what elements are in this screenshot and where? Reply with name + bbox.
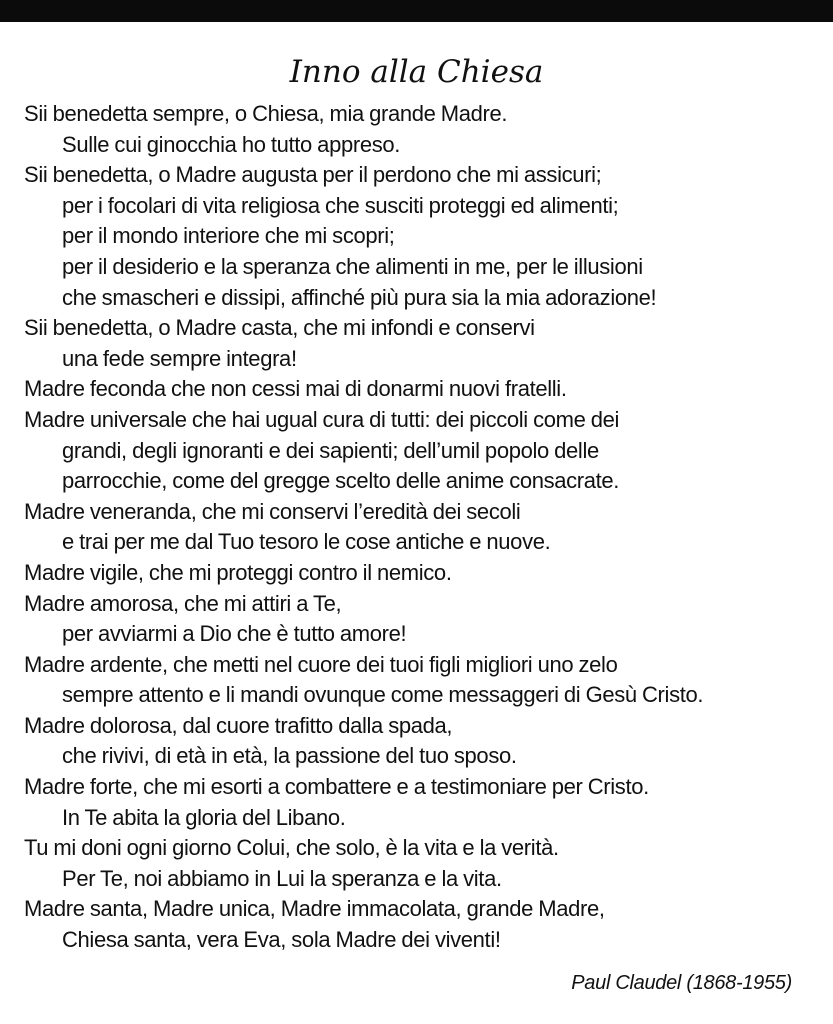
poem-author: Paul Claudel (1868-1955) bbox=[571, 972, 792, 994]
poem-line: In Te abita la gloria del Libano. bbox=[62, 804, 346, 830]
poem-line: Sii benedetta, o Madre augusta per il perdono che mi assicuri; bbox=[24, 162, 602, 188]
poem-line: che rivivi, di età in età, la passione del tuo sposo. bbox=[62, 743, 517, 769]
poem-body bbox=[24, 99, 829, 956]
poem-line: Madre feconda che non cessi mai di donarmi nuovi fratelli. bbox=[24, 376, 567, 402]
poem-line: Madre forte, che mi esorti a combattere e a testimoniare per Cristo. bbox=[24, 774, 649, 800]
poem-line: per il desiderio e la speranza che alimenti in me, per le illusioni bbox=[62, 253, 643, 279]
poem-line: Madre amorosa, che mi attiri a Te, bbox=[24, 590, 342, 616]
poem-title: Inno alla Chiesa bbox=[289, 54, 544, 90]
poem-line: Madre veneranda, che mi conservi l’eredità dei secoli bbox=[24, 498, 521, 524]
poem-line: per avviarmi a Dio che è tutto amore! bbox=[62, 621, 407, 647]
poem-line: Per Te, noi abbiamo in Lui la speranza e la vita. bbox=[62, 865, 502, 891]
poem-line: Madre santa, Madre unica, Madre immacolata, grande Madre, bbox=[24, 896, 605, 922]
poem-line: Sulle cui ginocchia ho tutto appreso. bbox=[62, 131, 401, 157]
poem-line: Madre dolorosa, dal cuore trafitto dalla spada, bbox=[24, 712, 453, 738]
poem-line: e trai per me dal Tuo tesoro le cose antiche e nuove. bbox=[62, 529, 551, 555]
poem-line: per i focolari di vita religiosa che susciti proteggi ed alimenti; bbox=[62, 192, 619, 218]
poem-line: Madre ardente, che metti nel cuore dei tuoi figli migliori uno zelo bbox=[24, 651, 618, 677]
poem-line: che smascheri e dissipi, affinché più pura sia la mia adorazione! bbox=[62, 284, 657, 310]
poem-line: Sii benedetta, o Madre casta, che mi infondi e conservi bbox=[24, 315, 535, 341]
poem-line: Tu mi doni ogni giorno Colui, che solo, è la vita e la verità. bbox=[24, 835, 559, 861]
poem-line: una fede sempre integra! bbox=[62, 345, 297, 371]
poem-line: Sii benedetta sempre, o Chiesa, mia grande Madre. bbox=[24, 101, 508, 126]
poem-line: sempre attento e li mandi ovunque come messaggeri di Gesù Cristo. bbox=[62, 682, 704, 708]
poem-line: parrocchie, come del gregge scelto delle anime consacrate. bbox=[62, 468, 620, 494]
poem-line: per il mondo interiore che mi scopri; bbox=[62, 223, 395, 249]
poem-line: Madre universale che hai ugual cura di tutti: dei piccoli come dei bbox=[24, 406, 620, 432]
top-black-bar bbox=[0, 0, 833, 22]
poem-line: Chiesa santa, vera Eva, sola Madre dei viventi! bbox=[62, 927, 501, 953]
poem-line: grandi, degli ignoranti e dei sapienti; dell’umil popolo delle bbox=[62, 437, 599, 463]
poem-line: Madre vigile, che mi proteggi contro il nemico. bbox=[24, 559, 452, 585]
